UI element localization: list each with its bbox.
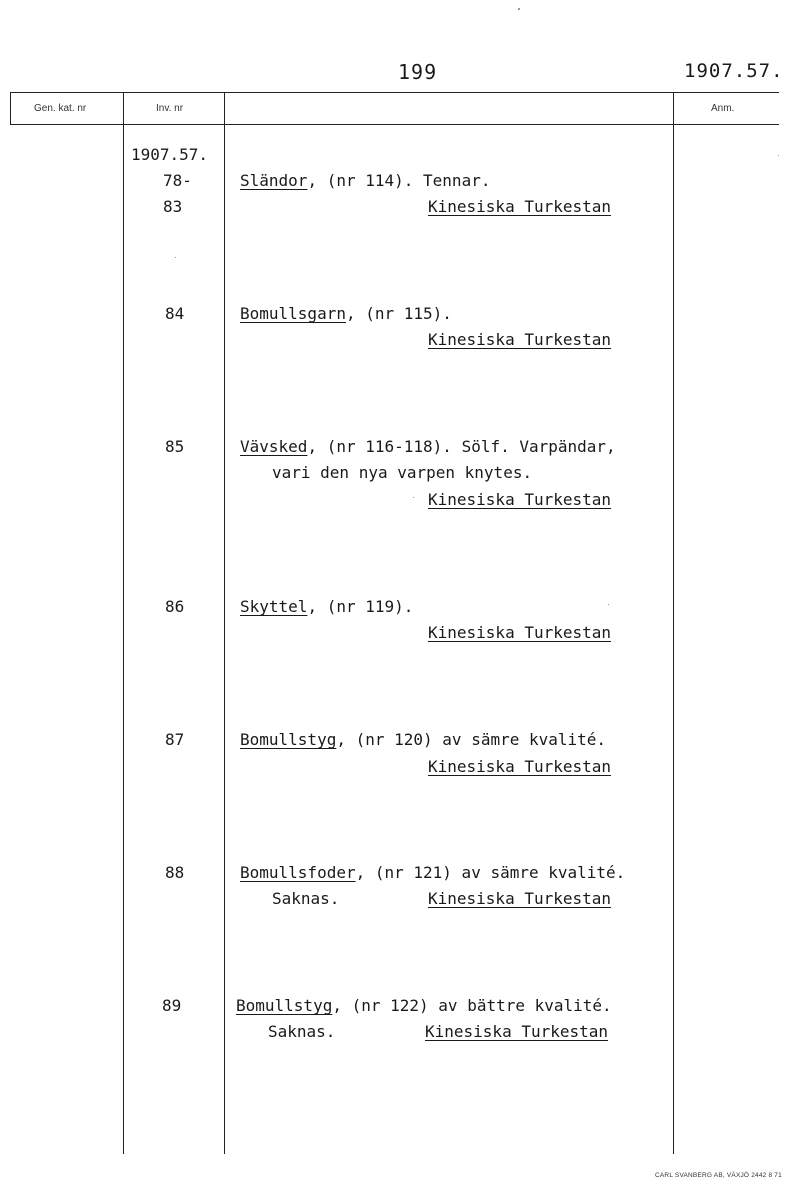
object-details: , (nr 121) av sämre kvalité.: [355, 863, 626, 882]
object-name: Skyttel: [240, 597, 308, 616]
object-name: Bomullstyg: [240, 730, 337, 749]
entry-status-note: Saknas.: [268, 1022, 336, 1041]
scan-speck: [608, 604, 609, 605]
inventory-number-end: 83: [163, 197, 183, 216]
inventory-number: 89: [162, 996, 182, 1015]
inventory-series-prefix: 1907.57.: [131, 145, 209, 164]
scan-speck: [518, 8, 520, 10]
entry-location: Kinesiska Turkestan: [428, 889, 612, 908]
inventory-number: 87: [165, 730, 185, 749]
column-divider-inv-desc: [224, 92, 225, 1154]
entry-location: Kinesiska Turkestan: [425, 1022, 609, 1041]
table-top-rule: [10, 92, 779, 93]
header-bottom-rule: [10, 124, 779, 125]
printer-imprint: CARL SVANBERG AB, VÄXJÖ 2442 8 71: [655, 1172, 782, 1179]
scan-speck: [175, 257, 176, 258]
object-details: , (nr 122) av bättre kvalité.: [332, 996, 612, 1015]
entry-description: [240, 597, 413, 616]
scan-speck: [778, 155, 779, 156]
scan-speck: [413, 497, 414, 498]
object-name: Bomullstyg: [236, 996, 333, 1015]
entry-description: [236, 996, 612, 1015]
inventory-number: 88: [165, 863, 185, 882]
inventory-number: 84: [165, 304, 185, 323]
object-details: , (nr 114). Tennar.: [307, 171, 491, 190]
entry-location: Kinesiska Turkestan: [428, 330, 612, 349]
left-border: [10, 92, 11, 125]
entry-location: Kinesiska Turkestan: [428, 197, 612, 216]
entry-description-continued: vari den nya varpen knytes.: [272, 463, 533, 482]
entry-description: [240, 863, 625, 882]
entry-location: Kinesiska Turkestan: [428, 623, 612, 642]
entry-description: [240, 437, 616, 456]
object-name: Bomullsgarn: [240, 304, 346, 323]
page-number: 199: [398, 60, 438, 84]
object-details: , (nr 115).: [345, 304, 452, 323]
entry-description: [240, 304, 452, 323]
entry-description: [240, 730, 606, 749]
object-details: , (nr 116-118). Sölf. Varpändar,: [307, 437, 616, 456]
object-details: , (nr 120) av sämre kvalité.: [336, 730, 607, 749]
inventory-number: 78-: [163, 171, 192, 190]
object-name: Bomullsfoder: [240, 863, 356, 882]
entry-description: [240, 171, 490, 190]
object-name: Sländor: [240, 171, 308, 190]
column-header-inv-nr: Inv. nr: [156, 103, 184, 114]
entry-location: Kinesiska Turkestan: [428, 757, 612, 776]
inventory-number: 85: [165, 437, 185, 456]
column-header-anm: Anm.: [711, 103, 735, 114]
inventory-number: 86: [165, 597, 185, 616]
column-divider-gen-inv: [123, 92, 124, 1154]
column-divider-desc-anm: [673, 92, 674, 1154]
object-details: , (nr 119).: [307, 597, 414, 616]
entry-location: Kinesiska Turkestan: [428, 490, 612, 509]
catalog-reference: 1907.57.: [684, 60, 784, 82]
entry-status-note: Saknas.: [272, 889, 340, 908]
column-header-gen-kat-nr: Gen. kat. nr: [34, 103, 87, 114]
object-name: Vävsked: [240, 437, 308, 456]
